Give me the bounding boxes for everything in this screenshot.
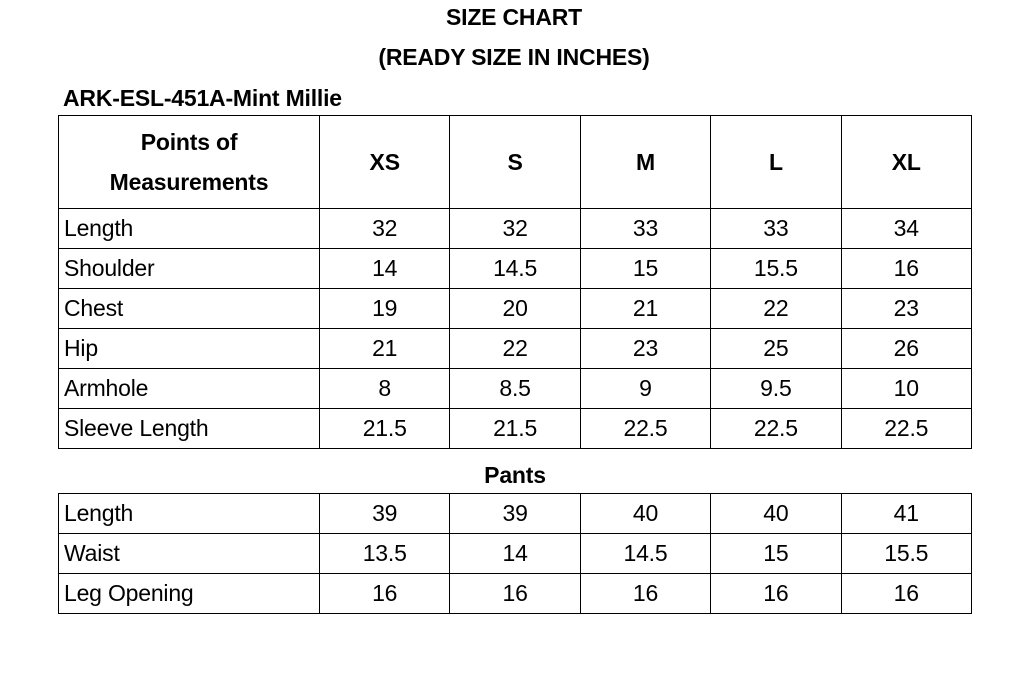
- size-header-xs: XS: [320, 116, 450, 209]
- header-line: Measurements: [109, 169, 269, 195]
- table-cell: 14: [320, 249, 450, 289]
- table-row: [59, 494, 972, 534]
- table-cell: 20: [450, 289, 580, 329]
- page-title: SIZE CHART: [445, 4, 582, 30]
- table-row: [59, 249, 972, 289]
- table-cell: 22.5: [711, 409, 841, 449]
- table-cell: 40: [580, 494, 710, 534]
- row-label: Armhole: [59, 369, 320, 409]
- table-cell: 23: [841, 289, 971, 329]
- size-header-m: M: [580, 116, 710, 209]
- pants-heading: Pants: [484, 462, 546, 488]
- table-cell: 9.5: [711, 369, 841, 409]
- table-cell: 26: [841, 329, 971, 369]
- table-cell: 19: [320, 289, 450, 329]
- header-line: Points of: [140, 129, 238, 155]
- row-label: Leg Opening: [59, 574, 320, 614]
- row-label: Length: [59, 209, 320, 249]
- table-row: [59, 534, 972, 574]
- table-cell: 23: [580, 329, 710, 369]
- size-header-l: L: [711, 116, 841, 209]
- row-label: Shoulder: [59, 249, 320, 289]
- table-cell: 8: [320, 369, 450, 409]
- row-label: Waist: [59, 534, 320, 574]
- row-label: Hip: [59, 329, 320, 369]
- row-label: Chest: [59, 289, 320, 329]
- table-cell: 15: [711, 534, 841, 574]
- table-cell: 21.5: [450, 409, 580, 449]
- table-cell: 16: [841, 249, 971, 289]
- tops-size-table: [58, 115, 972, 449]
- points-of-measurements-header: [59, 116, 320, 209]
- table-cell: 21: [580, 289, 710, 329]
- table-header-row: [59, 116, 972, 209]
- table-cell: 15.5: [841, 534, 971, 574]
- table-cell: 39: [450, 494, 580, 534]
- table-cell: 13.5: [320, 534, 450, 574]
- table-cell: 32: [450, 209, 580, 249]
- table-cell: 22: [450, 329, 580, 369]
- product-code: ARK-ESL-451A-Mint Millie: [63, 85, 342, 111]
- table-row: [59, 409, 972, 449]
- size-header-xl: XL: [841, 116, 971, 209]
- table-cell: 16: [580, 574, 710, 614]
- pants-size-table: [58, 493, 972, 614]
- row-label: Length: [59, 494, 320, 534]
- table-cell: 34: [841, 209, 971, 249]
- table-cell: 22.5: [580, 409, 710, 449]
- table-cell: 15.5: [711, 249, 841, 289]
- table-cell: 33: [711, 209, 841, 249]
- table-cell: 9: [580, 369, 710, 409]
- table-cell: 21.5: [320, 409, 450, 449]
- table-cell: 25: [711, 329, 841, 369]
- page-subtitle: (READY SIZE IN INCHES): [378, 44, 650, 70]
- table-row: [59, 209, 972, 249]
- row-label: Sleeve Length: [59, 409, 320, 449]
- table-cell: 16: [320, 574, 450, 614]
- table-cell: 16: [450, 574, 580, 614]
- table-cell: 8.5: [450, 369, 580, 409]
- table-cell: 14: [450, 534, 580, 574]
- table-cell: 41: [841, 494, 971, 534]
- table-row: [59, 289, 972, 329]
- table-cell: 10: [841, 369, 971, 409]
- table-row: [59, 574, 972, 614]
- table-cell: 14.5: [450, 249, 580, 289]
- table-cell: 33: [580, 209, 710, 249]
- table-row: [59, 369, 972, 409]
- table-cell: 21: [320, 329, 450, 369]
- table-cell: 15: [580, 249, 710, 289]
- table-cell: 22.5: [841, 409, 971, 449]
- table-cell: 16: [711, 574, 841, 614]
- table-cell: 39: [320, 494, 450, 534]
- table-row: [59, 329, 972, 369]
- table-cell: 16: [841, 574, 971, 614]
- table-cell: 32: [320, 209, 450, 249]
- table-cell: 14.5: [580, 534, 710, 574]
- table-cell: 22: [711, 289, 841, 329]
- table-cell: 40: [711, 494, 841, 534]
- size-header-s: S: [450, 116, 580, 209]
